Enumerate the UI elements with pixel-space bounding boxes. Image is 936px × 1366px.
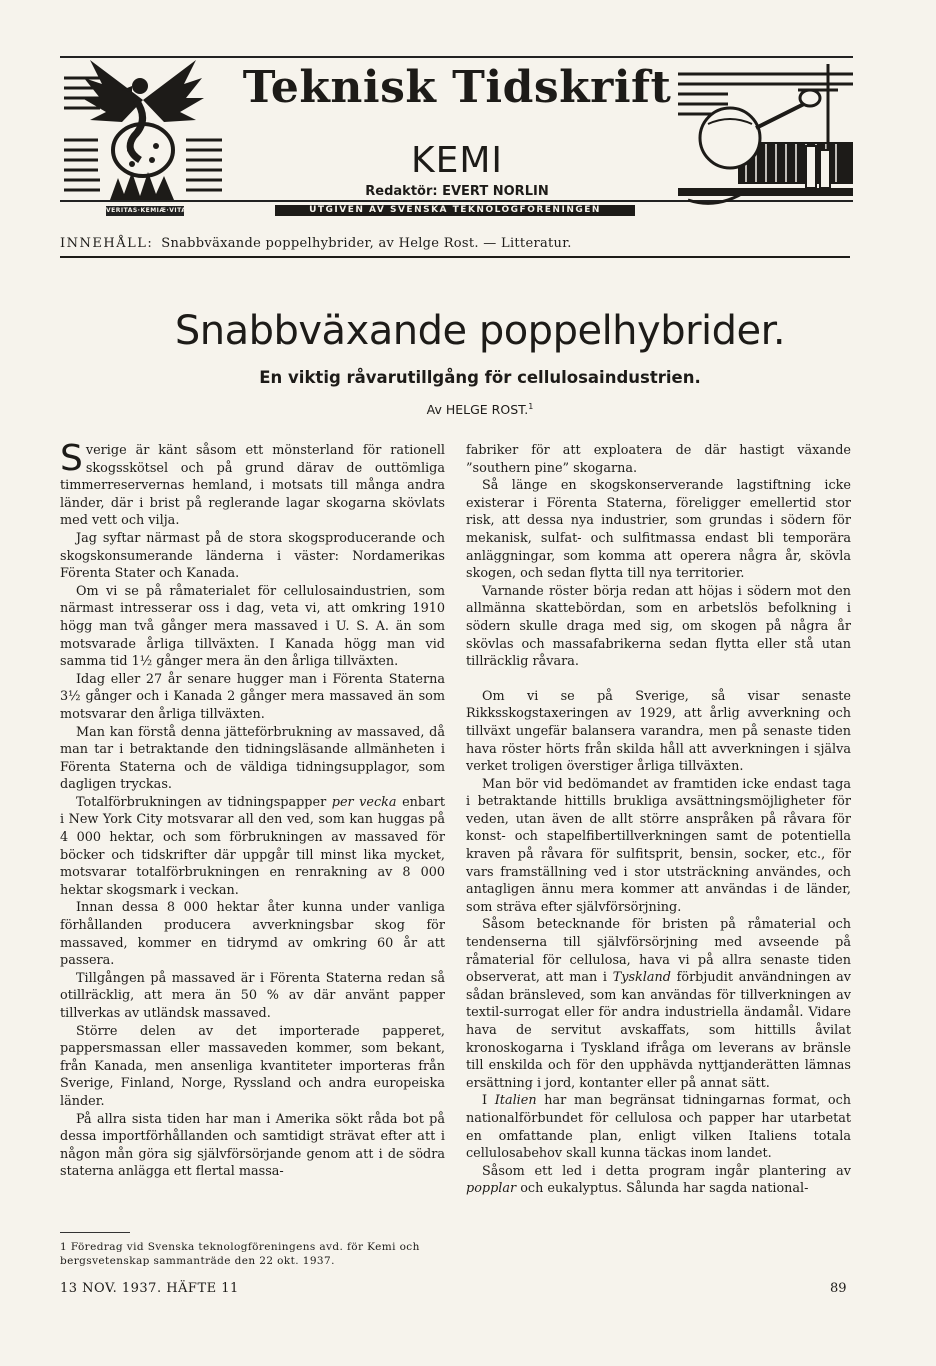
contents-label: INNEHÅLL: — [60, 236, 154, 251]
paragraph: Innan dessa 8 000 hektar åter kunna under vanliga förhållanden producera avverkningsbar skog för massaved, kommer en tidrymd av omkring 60 år att passera. — [60, 900, 445, 969]
footnote — [60, 1232, 445, 1268]
footnote-rule — [60, 1232, 130, 1233]
paragraph: Om vi se på råmaterialet för cellulosaindustrien, som närmast intresserar oss i dag, veta vi, att omkring 1910 högg man två gånger mera massaved i U. S. A. än som motsvarade årliga tillväxten. I Kanada högg man vid samma tid 1½ gånger mera än den årliga tillväxten. — [60, 583, 445, 670]
paragraph: I Italien har man begränsat tidningarnas format, och nationalförbundet för cellulosa och papper har utarbetat en omfattande plan, enligt vilken Italiens totala cellulosabehov skall kunna täckas inom landet. — [466, 1093, 851, 1162]
laboratory-flask-icon — [678, 50, 853, 216]
paragraph: Totalförbrukningen av tidningspapper per vecka enbart i New York City motsvarar all den ved, som kan huggas på 4 000 hektar, och som förbrukningen av massaved för böcker och tidskrifter där uppgår till minst lika mycket, motsvarar totalförbrukningen en renrakning av 8 000 hektar skogsmark i veckan. — [60, 794, 445, 898]
contents-rule — [60, 256, 850, 258]
footnote-text: Föredrag vid Svenska teknologföreningens avd. för Kemi och bergsvetenskap sammanträde den 22 okt. 1937. — [60, 1241, 420, 1267]
paragraph: Man bör vid bedömandet av framtiden icke endast taga i betraktande hittills brukliga avsättningsmöjligheter för veden, utan även de allt större anspråken på råvara för konst- och stapelfibertillverkningen samt de potentiella kraven på råvara för sulfitsprit, bensin, socker, etc., för vars framställning ved i stor utsträckning användes, och antagligen ännu mera kommer att användas i de länder, som sträva efter självförsörjning. — [466, 776, 851, 915]
paragraph: Man kan förstå denna jätteförbrukning av massaved, då man tar i betraktande den tidningsläsande allmänheten i Förenta Staterna och de väldiga tidningsupplagor, som dagligen tryckas. — [60, 724, 445, 793]
paragraph: Om vi se på Sverige, så visar senaste Rikksskogstaxeringen av 1929, att årlig avverkning och tillväxt ungefär balansera varandra, men på senaste tiden hava röster hörts från skilda håll att avverkningen i själva verket troligen överstiger årliga tillväxten. — [466, 688, 851, 775]
paragraph: fabriker för att exploatera de där hastigt växande ”southern pine” skogarna. — [466, 443, 851, 476]
journal-title: Teknisk Tidskrift — [242, 62, 672, 113]
paragraph: Varnande röster börja redan att höjas i södern mot den allmänna skattebördan, som en arbetslös befolkning i södern skulle draga med sig, om skogen på några år skövlas och massafabrikerna sedan flytta eller stå utan tillräcklig råvara. — [466, 583, 851, 670]
contents-text: Snabbväxande poppelhybrider, av Helge Rost. — Litteratur. — [161, 236, 572, 251]
masthead — [60, 50, 853, 228]
paragraph: Tillgången på massaved är i Förenta Staterna redan så otillräcklig, att mera än 50 % av där använt papper tillverkas av utländsk massaved. — [60, 970, 445, 1021]
article-subtitle: En viktig råvarutillgång för cellulosaindustrien. — [259, 368, 701, 387]
byline-footnote-marker: 1 — [528, 402, 534, 411]
drop-cap: S — [60, 438, 83, 479]
phoenix-emblem-icon — [60, 50, 226, 216]
left-column — [60, 438, 445, 1181]
right-column — [466, 442, 851, 1198]
article-title: Snabbväxande poppelhybrider. — [174, 308, 786, 354]
table-of-contents — [60, 236, 850, 251]
journal-editor: Redaktör: EVERT NORLIN — [365, 184, 549, 199]
publisher-bar: UTGIVEN AV SVENSKA TEKNOLOGFÖRENINGEN — [275, 205, 635, 216]
journal-section: KEMI — [410, 140, 504, 181]
issue-info: 13 NOV. 1937. HÄFTE 11 — [60, 1281, 239, 1296]
paragraph: Såsom betecknande för bristen på råmaterial och tendenserna till självförsörjning med avseende på råmaterial för cellulosa, hava vi på allra senaste tiden observerat, att man i Tyskland förbjudit användningen av sådan bränsleved, som kan användas för tillverkningen av textil-surrogat eller för andra industriella ändamål. Vidare hava de servitut avskaffats, som hittills åvilat kronoskogarna i Tyskland ifråga om leverans av bränsle till enskilda och för den upphävda nyttjanderätten lämnas ersättning i jord, kontanter eller på annat sätt. — [466, 917, 851, 1091]
emblem-caption: VERITAS·KEMIÆ·VITA — [106, 207, 187, 214]
byline-text: Av HELGE ROST. — [426, 402, 529, 418]
paragraph: Såsom ett led i detta program ingår plantering av popplar och eukalyptus. Sålunda har sagda national- — [466, 1163, 851, 1197]
paragraph: Så länge en skogskonserverande lagstiftning icke existerar i Förenta Staterna, föreligger emellertid stor risk, att dessa nya industrier, som grundas i södern för mekanisk, sulfat- och sulfitmassa endast bli temporära anläggningar, som komma att operera några år, skövla skogen, och sedan flytta till nya territorier. — [466, 478, 851, 582]
article-byline — [60, 402, 900, 417]
footnote-marker: 1 — [60, 1241, 68, 1253]
paragraph: Större delen av det importerade papperet, pappersmassan eller massaveden kommer, som bekant, från Kanada, men ansenliga kvantiteter importeras från Sverige, Finland, Norge, Ryssland och andra europeiska länder. — [60, 1023, 445, 1109]
paragraph: På allra sista tiden har man i Amerika sökt råda bot på dessa importförhållanden och samtidigt strävat efter att i någon mån göra sig självförsörjande genom att i de södra staterna anlägga ett flertal massa- — [60, 1111, 445, 1180]
paragraph: Jag syftar närmast på de stora skogsproducerande och skogskonsumerande länderna i väster: Nordamerikas Förenta Stater och Kanada. — [60, 530, 445, 582]
paragraph: Idag eller 27 år senare hugger man i Förenta Staterna 3½ gånger och i Kanada 2 gånger mera massaved än som motsvarar den årliga tillväxten. — [60, 671, 445, 722]
page-number: 89 — [830, 1281, 847, 1296]
paragraph: Sverige är känt såsom ett mönsterland för rationell skogsskötsel och på grund därav de outtömliga timmerreservernas hemland, i motsats till många andra länder, där i brist på reglerande lagar skogarna skövlats med vett och vilja. — [60, 438, 445, 529]
